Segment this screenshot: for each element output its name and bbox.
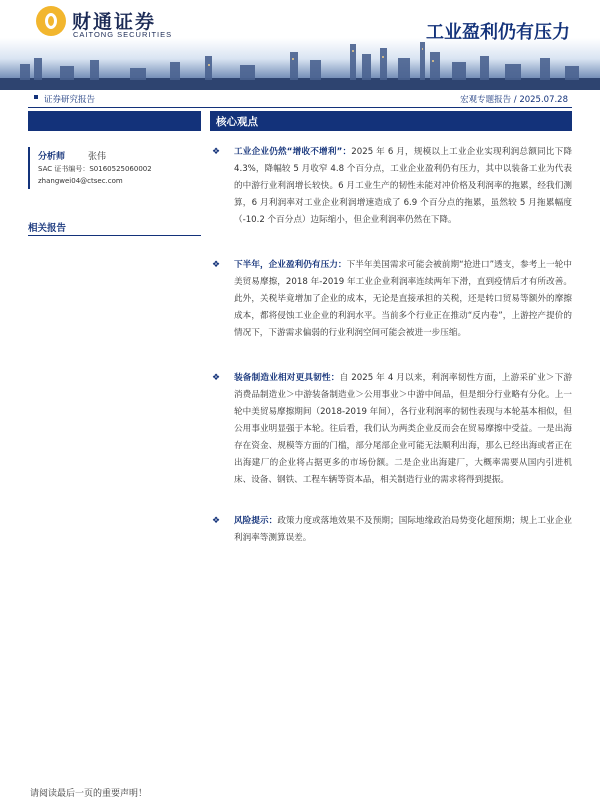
related-reports-title: 相关报告 bbox=[28, 223, 67, 234]
key-point-title: 工业企业仍然“增收不增利”： bbox=[234, 147, 352, 157]
key-point-text: 自 2025 年 4 月以来，利润率韧性方面，上游采矿业＞下游消费品制造业＞中游装备制造业＞公用事业＞中游中间品，但是细分行业略有分化。上一轮中美贸易摩擦期间（2018-2019 年间），各行业利润率的韧性表现与本轮基本相似，但公用事业明显强于本轮。往后看，我们认为两类企业反而会在贸易摩擦中受益。一是出海存在资金、规模等方面的门槛，部分尾部企业可能无法顺利出海，那么已经出海或者正在出海建厂的企业将占据更多的市场份额。二是企业出海建厂，大概率需要从国内引进机床、设备、钢铁、工程车辆等资本品，相关制造行业的需求将得到提振。 bbox=[234, 373, 572, 485]
analyst-email: zhangwei04@ctsec.com bbox=[38, 177, 123, 185]
disclaimer-footer: 请阅读最后一页的重要声明！ bbox=[30, 789, 148, 799]
analyst-name: 张伟 bbox=[88, 152, 107, 162]
brand-name-en: CAITONG SECURITIES bbox=[73, 30, 173, 39]
key-point-risk bbox=[212, 513, 572, 547]
key-point-2 bbox=[212, 257, 572, 342]
report-category: 证券研究报告 bbox=[44, 95, 96, 105]
analyst-sac-number: SAC 证书编号：S0160525060002 bbox=[38, 165, 152, 173]
core-view-title: 核心观点 bbox=[216, 116, 258, 128]
brand-name-cn: 财通证券 bbox=[72, 11, 157, 33]
key-point-title: 下半年，企业盈利仍有压力： bbox=[234, 260, 347, 270]
city-skyline-banner bbox=[0, 38, 600, 90]
page-header bbox=[0, 0, 600, 90]
key-point-text: 2025 年 6 月，规模以上工业企业实现利润总额同比下降 4.3%，降幅较 5 月收窄 4.8 个百分点，工业企业盈利仍有压力，其中以装备工业为代表的中游行业利润增长较快。6 月工业生产的韧性未能对冲价格及利润率的拖累，经我们测算，6 月利润率对工业企业利润增速造成了 6.9 个百分点的拖累，虽然较 5 月拖累幅度（-10.2 个百分点）边际缩小，但企业利润率仍然在下降。 bbox=[234, 147, 573, 225]
diamond-bullet-icon: ❖ bbox=[212, 147, 221, 157]
key-point-1 bbox=[212, 144, 573, 229]
diamond-bullet-icon: ❖ bbox=[212, 373, 221, 383]
analyst-info bbox=[28, 147, 203, 189]
related-reports-header bbox=[28, 220, 201, 236]
skyline-graphic bbox=[0, 38, 600, 90]
sub-header-bar bbox=[28, 93, 572, 108]
square-bullet-icon bbox=[34, 95, 38, 99]
key-point-text: 政策力度或落地效果不及预期；国际地缘政治局势变化超预期；规上工业企业利润率等测算误差。 bbox=[234, 516, 572, 543]
analyst-role: 分析师 bbox=[38, 152, 66, 162]
diamond-bullet-icon: ❖ bbox=[212, 260, 221, 270]
sidebar-header-block bbox=[28, 111, 201, 131]
key-point-title: 风险提示： bbox=[234, 516, 278, 526]
report-type-date: 宏观专题报告 / 2025.07.28 bbox=[460, 95, 568, 105]
core-view-header bbox=[210, 111, 572, 131]
diamond-bullet-icon: ❖ bbox=[212, 516, 221, 526]
company-logo-icon bbox=[36, 6, 66, 36]
report-title: 工业盈利仍有压力 bbox=[426, 22, 570, 43]
key-point-text: 下半年美国需求可能会被前期“抢进口”透支，参考上一轮中美贸易摩擦，2018 年-2019 年工业企业利润率连续两年下滑，直到疫情后才有所改善。此外，关税毕竟增加了企业的成本，无论是直接承担的关税，还是转口贸易等额外的摩擦成本，都将侵蚀工业企业的利润水平。当前多个行业正在推动“反内卷”，上游控产提价的情况下，下游需求偏弱的行业利润空间可能会被进一步压缩。 bbox=[234, 260, 572, 338]
key-point-title: 装备制造业相对更具韧性： bbox=[234, 373, 340, 383]
key-point-3 bbox=[212, 370, 572, 489]
